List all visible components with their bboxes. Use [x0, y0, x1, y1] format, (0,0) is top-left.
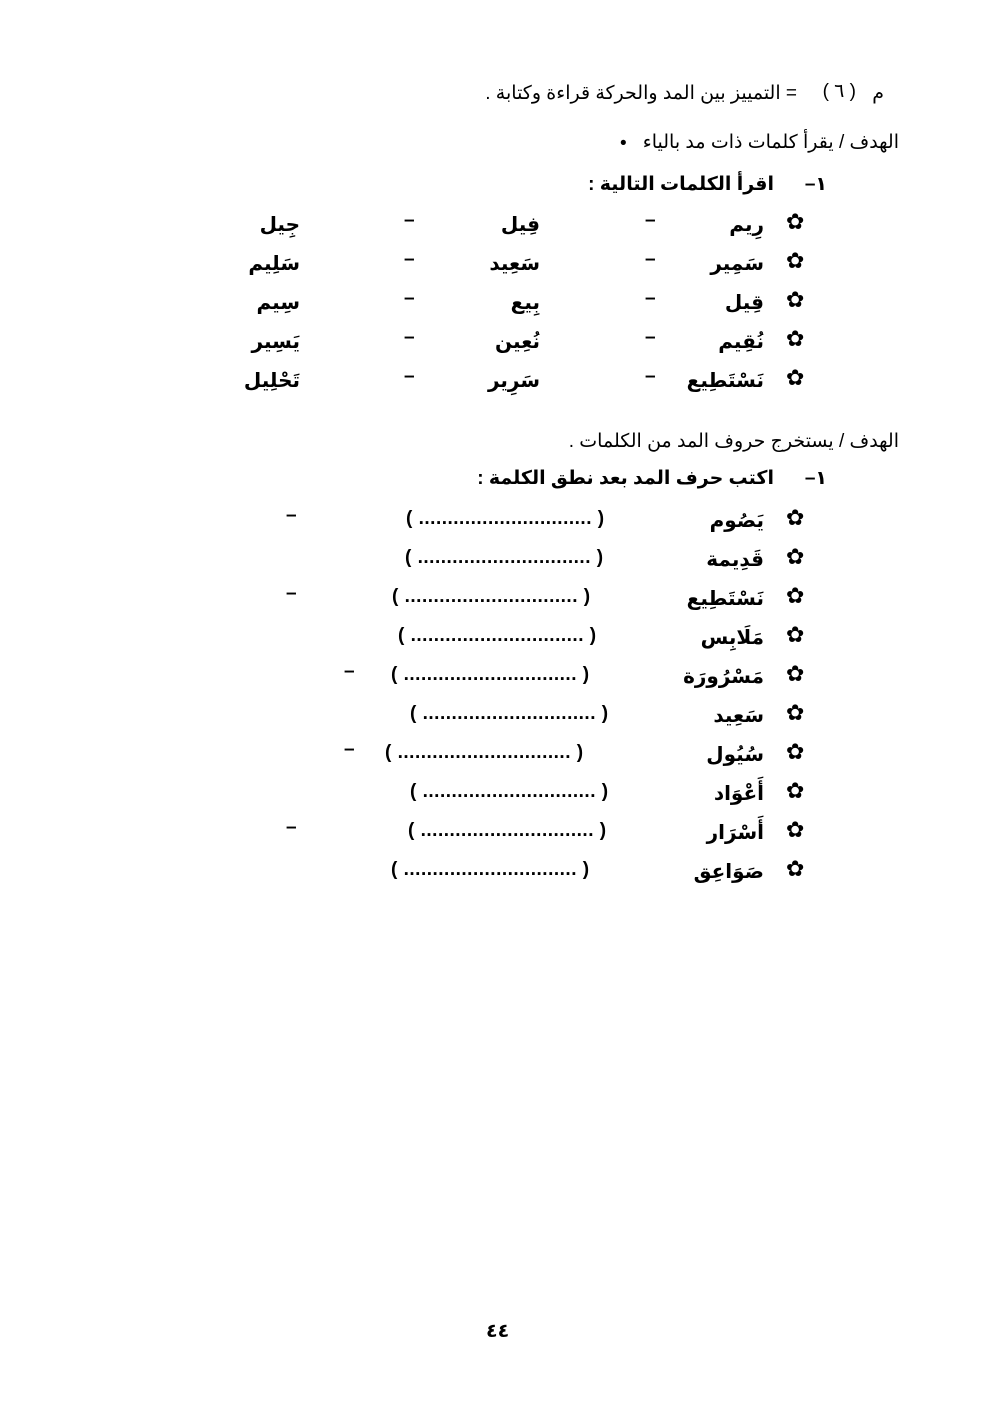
word: مَلَابِس	[700, 627, 764, 649]
word-col3: سِيم	[256, 292, 300, 314]
answer-blank[interactable]: ( .............................. )	[385, 742, 584, 763]
word-col3: يَسِير	[251, 331, 300, 353]
word: مَسْرُورَة	[683, 666, 764, 688]
lesson-title: = التمييز بين المد والحركة قراءة وكتابة .	[485, 83, 797, 104]
answer-blank[interactable]: ( .............................. )	[410, 781, 609, 802]
task-number: ١–	[804, 468, 827, 489]
answer-blank[interactable]: ( .............................. )	[406, 508, 605, 529]
word-col2: نُعِين	[495, 331, 540, 353]
flower-star-icon: ✿	[786, 817, 805, 842]
stray-mark: –	[286, 583, 297, 604]
separator: –	[404, 210, 415, 231]
word-col2: بِيع	[510, 292, 540, 314]
flower-star-icon: ✿	[786, 365, 805, 390]
separator: –	[404, 249, 415, 270]
separator: –	[404, 327, 415, 348]
stray-mark: –	[286, 817, 297, 838]
lesson-label: م	[872, 83, 884, 104]
separator: –	[404, 288, 415, 309]
separator: –	[645, 327, 656, 348]
word-col1: نُقِيم	[718, 331, 764, 353]
word-col1: سَمِير	[710, 253, 764, 275]
word-col1: نَسْتَطِيع	[686, 370, 764, 392]
goal-read-words: الهدف / يقرأ كلمات ذات مد بالياء	[642, 132, 899, 153]
stray-mark: –	[286, 505, 297, 526]
flower-star-icon: ✿	[786, 505, 805, 530]
word: صَوَاعِق	[693, 861, 764, 883]
answer-blank[interactable]: ( .............................. )	[408, 820, 607, 841]
separator: –	[645, 249, 656, 270]
word: نَسْتَطِيع	[686, 588, 764, 610]
task-title: اكتب حرف المد بعد نطق الكلمة :	[477, 468, 774, 489]
answer-blank[interactable]: ( .............................. )	[410, 703, 609, 724]
flower-star-icon: ✿	[786, 661, 805, 686]
separator: –	[645, 210, 656, 231]
answer-blank[interactable]: ( .............................. )	[405, 547, 604, 568]
answer-blank[interactable]: ( .............................. )	[392, 586, 591, 607]
flower-star-icon: ✿	[786, 583, 805, 608]
page-number: ٤٤	[486, 1321, 510, 1342]
word-col2: سَعِيد	[489, 253, 540, 275]
word: قَدِيمة	[706, 549, 764, 571]
flower-star-icon: ✿	[786, 622, 805, 647]
goal-dot: •	[620, 133, 627, 154]
task-title: اقرأ الكلمات التالية :	[588, 174, 774, 195]
word: سَعِيد	[713, 705, 764, 727]
flower-star-icon: ✿	[786, 856, 805, 881]
word: أَعْوَاد	[713, 783, 764, 805]
separator: –	[645, 366, 656, 387]
flower-star-icon: ✿	[786, 326, 805, 351]
flower-star-icon: ✿	[786, 544, 805, 569]
stray-mark: –	[344, 739, 355, 760]
word: أَسْرَار	[706, 822, 764, 844]
lesson-number: ( ٦ )	[822, 81, 856, 102]
word-col1: قِيل	[724, 292, 764, 314]
flower-star-icon: ✿	[786, 739, 805, 764]
stray-mark: –	[344, 661, 355, 682]
word-col3: سَلِيم	[248, 253, 300, 275]
word-col3: تَحْلِيل	[243, 370, 300, 392]
task-number: ١–	[804, 174, 827, 195]
word-col2: فِيل	[500, 214, 540, 236]
goal-extract-letters: الهدف / يستخرج حروف المد من الكلمات .	[568, 431, 899, 452]
flower-star-icon: ✿	[786, 209, 805, 234]
word-col2: سَرِير	[487, 370, 540, 392]
answer-blank[interactable]: ( .............................. )	[391, 859, 590, 880]
flower-star-icon: ✿	[786, 778, 805, 803]
word-col3: جِيل	[259, 214, 300, 236]
separator: –	[404, 366, 415, 387]
word: سُيُول	[706, 744, 764, 766]
separator: –	[645, 288, 656, 309]
flower-star-icon: ✿	[786, 700, 805, 725]
answer-blank[interactable]: ( .............................. )	[398, 625, 597, 646]
word-col1: رِيم	[729, 214, 764, 236]
flower-star-icon: ✿	[786, 248, 805, 273]
flower-star-icon: ✿	[786, 287, 805, 312]
word: يَصُوم	[709, 510, 764, 532]
answer-blank[interactable]: ( .............................. )	[391, 664, 590, 685]
